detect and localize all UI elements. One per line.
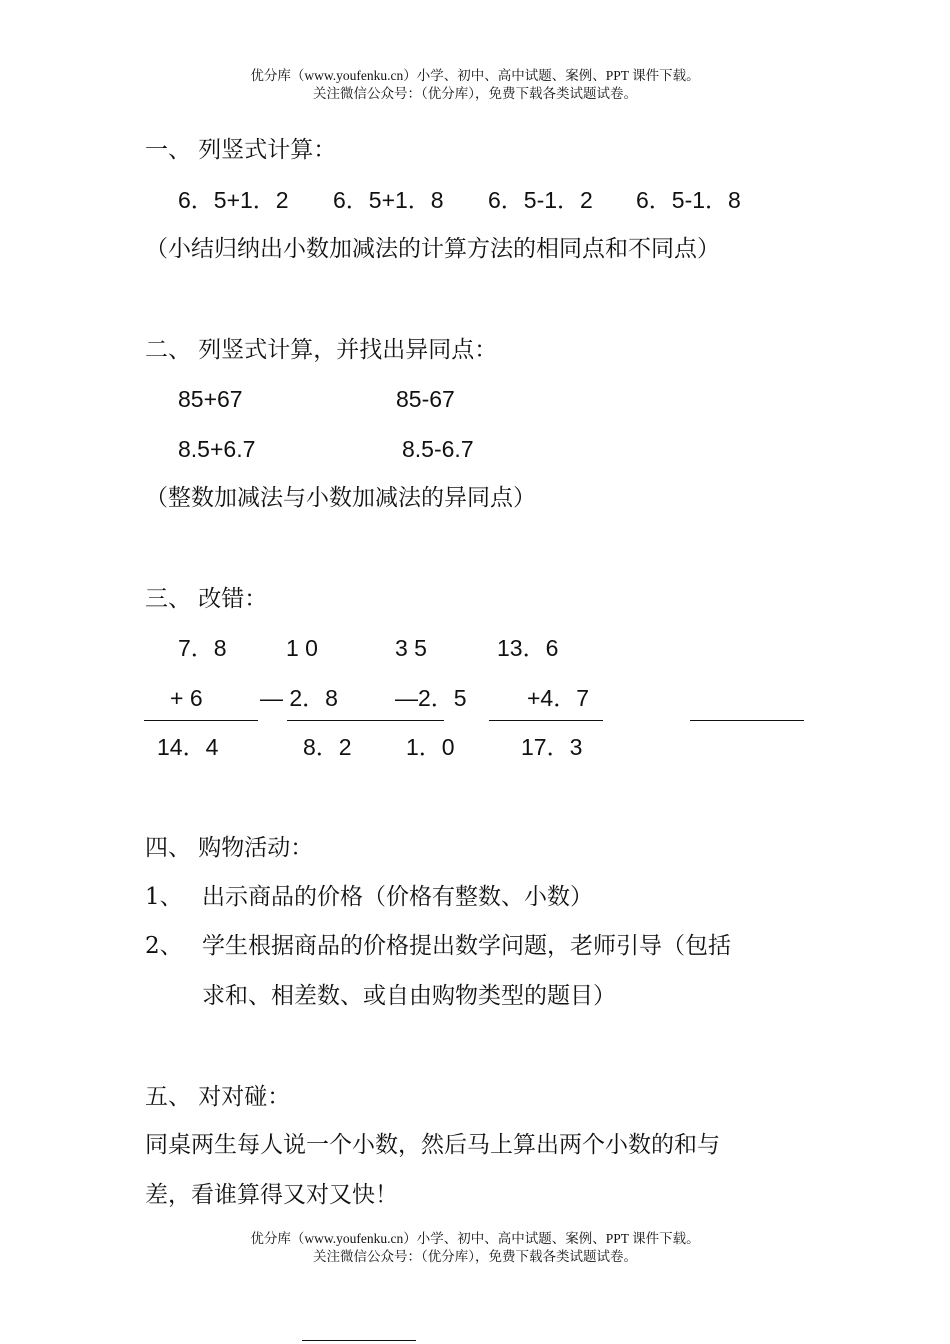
section-2-heading: 二、 列竖式计算，并找出异同点：: [145, 337, 498, 363]
section-1-heading: 一、 列竖式计算：: [145, 137, 337, 163]
s2-expr-85-plus-67: 85+67: [178, 386, 243, 412]
s1-expr-2: 6．5+1．8: [333, 187, 444, 213]
s3-underline-1: [144, 720, 258, 721]
s1-expr-1: 6．5+1．2: [178, 187, 289, 213]
s2-expr-8.5-minus-6.7: 8.5-6.7: [402, 436, 474, 462]
s3-result-2: 8．2: [303, 734, 352, 760]
s3-underline-2: [287, 720, 444, 721]
s3-result-1: 14．4: [157, 734, 219, 760]
s3-mid-1: + 6: [170, 685, 203, 711]
page-footer-line-1: 优分库（www.youfenku.cn）小学、初中、高中试题、案例、PPT 课件下载。: [250, 1231, 700, 1246]
page-header-line-1: 优分库（www.youfenku.cn）小学、初中、高中试题、案例、PPT 课件下载。: [250, 68, 700, 83]
s3-top-2: 1 0: [286, 635, 318, 661]
s4-item-2-text-line-1: 学生根据商品的价格提出数学问题，老师引导（包括: [202, 933, 731, 959]
s4-item-1-number: 1、: [145, 884, 183, 910]
section-3-heading: 三、 改错：: [145, 586, 268, 612]
section-4-heading: 四、 购物活动：: [145, 835, 314, 861]
s2-note: （整数加减法与小数加减法的异同点）: [145, 485, 536, 511]
section-5-heading: 五、 对对碰：: [145, 1084, 291, 1110]
s1-expr-4: 6．5-1．8: [636, 187, 741, 213]
s2-expr-85-minus-67: 85-67: [396, 386, 455, 412]
s5-text-line-1: 同桌两生每人说一个小数，然后马上算出两个小数的和与: [145, 1132, 720, 1158]
s3-top-4: 13．6: [497, 635, 559, 661]
s4-item-2-text-line-2: 求和、相差数、或自由购物类型的题目）: [202, 983, 616, 1009]
s4-item-1-text: 出示商品的价格（价格有整数、小数）: [202, 884, 593, 910]
s3-top-3: 3 5: [395, 635, 427, 661]
s3-underline-4: [690, 720, 804, 721]
s3-mid-4: +4．7: [527, 685, 590, 711]
s3-result-3: 1．0: [406, 734, 455, 760]
s1-expr-3: 6．5-1．2: [488, 187, 593, 213]
s1-note: （小结归纳出小数加减法的计算方法的相同点和不同点）: [145, 236, 720, 262]
s3-result-4: 17．3: [521, 734, 583, 760]
page-header-line-2: 关注微信公众号：（优分库），免费下载各类试题试卷。: [313, 86, 637, 101]
s3-mid-2: — 2．8: [260, 685, 338, 711]
s2-expr-8.5-plus-6.7: 8.5+6.7: [178, 436, 256, 462]
s5-text-line-2: 差，看谁算得又对又快！: [145, 1182, 398, 1208]
s4-item-2-number: 2、: [145, 933, 183, 959]
page-footer-line-2: 关注微信公众号：（优分库），免费下载各类试题试卷。: [313, 1249, 637, 1264]
s3-top-1: 7．8: [178, 635, 227, 661]
s3-mid-3: —2．5: [395, 685, 467, 711]
s3-underline-3: [489, 720, 603, 721]
bottom-rule: [302, 1340, 416, 1341]
